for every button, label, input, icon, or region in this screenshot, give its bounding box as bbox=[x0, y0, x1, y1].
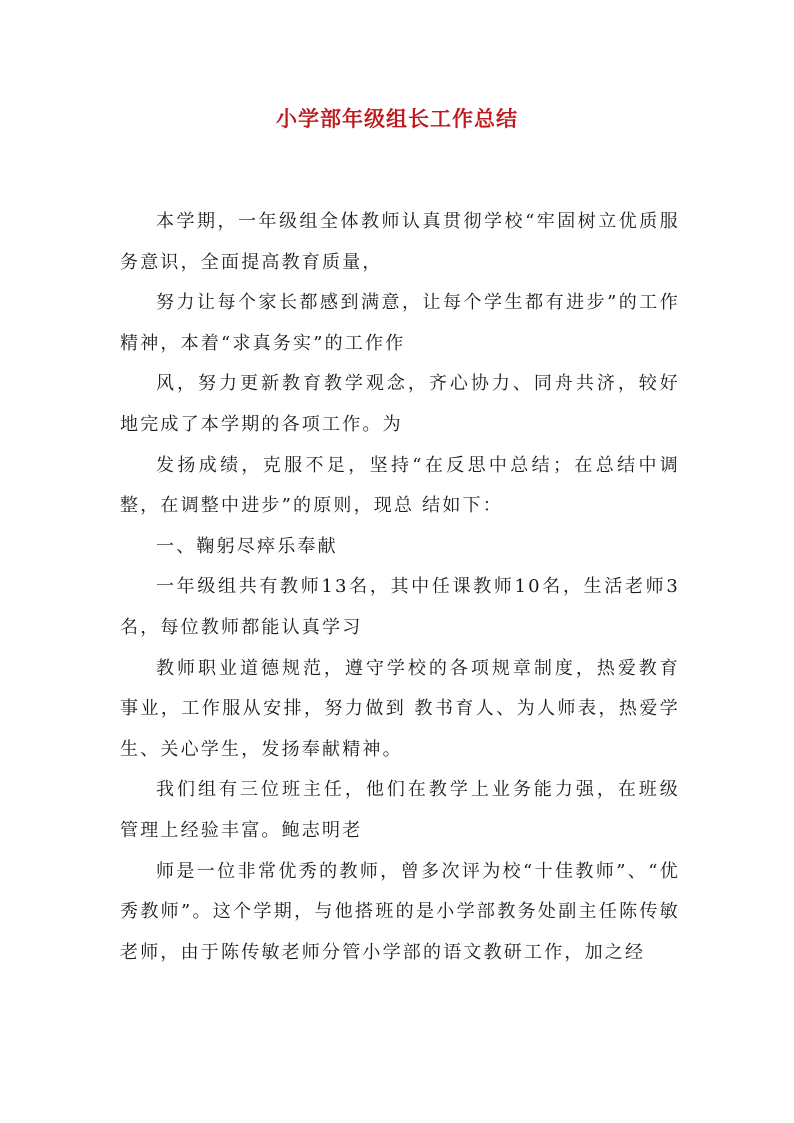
paragraph: 本学期，一年级组全体教师认真贯彻学校“牢固树立优质服务意识，全面提高教育质量， bbox=[120, 211, 680, 273]
paragraph: 师是一位非常优秀的教师，曾多次评为校“十佳教师”、“优秀教师”。这个学期，与他搭班的是小学部教务处副主任陈传敏老师，由于陈传敏老师分管小学部的语文教研工作，加之经 bbox=[120, 860, 680, 963]
document-title: 小学部年级组长工作总结 bbox=[276, 106, 518, 131]
paragraph: 教师职业道德规范，遵守学校的各项规章制度，热爱教育事业，工作服从安排，努力做到 教书育人、为人师表，热爱学生、关心学生，发扬奉献精神。 bbox=[120, 657, 680, 760]
paragraph: 一年级组共有教师13名，其中任课教师10名，生活老师3名，每位教师都能认真学习 bbox=[120, 576, 680, 638]
section-heading: 一、鞠躬尽瘁乐奉献 bbox=[156, 535, 338, 557]
paragraph: 我们组有三位班主任，他们在教学上业务能力强，在班级管理上经验丰富。鲍志明老 bbox=[120, 779, 680, 841]
document-body bbox=[120, 202, 680, 973]
paragraph: 风，努力更新教育教学观念，齐心协力、同舟共济，较好地完成了本学期的各项工作。为 bbox=[120, 373, 680, 435]
paragraph: 努力让每个家长都感到满意，让每个学生都有进步”的工作精神，本着“求真务实”的工作作 bbox=[120, 292, 680, 354]
paragraph: 发扬成绩，克服不足，坚持“在反思中总结；在总结中调整，在调整中进步”的原则，现总 结如下： bbox=[120, 454, 680, 517]
